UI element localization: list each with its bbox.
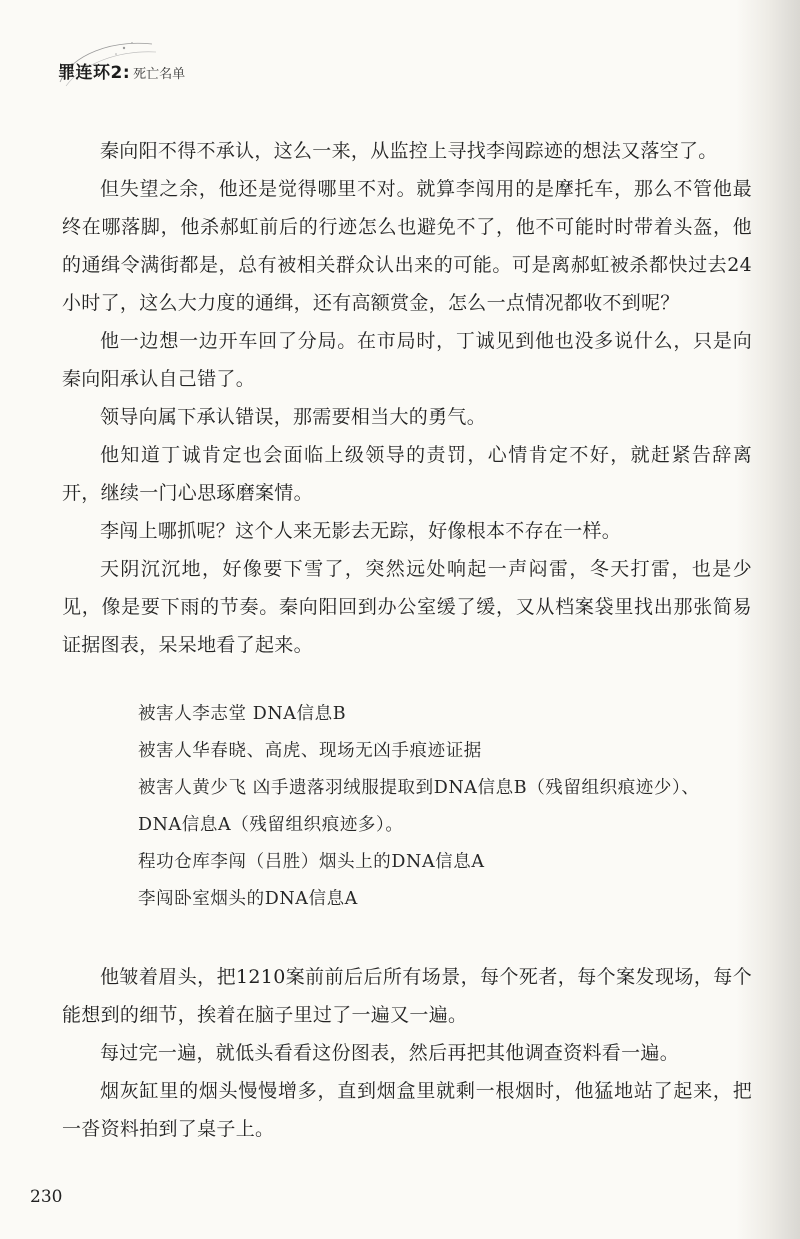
paragraph: 秦向阳不得不承认，这么一来，从监控上寻找李闯踪迹的想法又落空了。: [100, 140, 718, 162]
paragraph: 天阴沉沉地，好像要下雪了，突然远处响起一声闷雷，冬天打雷，也是少见，像是要下雨的节奏。秦向阳回到办公室缓了缓，又从档案袋里找出那张简易证据图表，呆呆地看了起来。: [62, 558, 752, 656]
paragraph: 每过完一遍，就低头看看这份图表，然后再把其他调查资料看一遍。: [100, 1042, 680, 1064]
paragraph: 他皱着眉头，把1210案前前后后所有场景，每个死者，每个案发现场，每个能想到的细节，挨着在脑子里过了一遍又一遍。: [62, 966, 752, 1026]
body-text-top: [62, 132, 752, 664]
evidence-line: DNA信息A（残留组织痕迹多）。: [138, 815, 404, 835]
running-header: [58, 58, 185, 83]
body-text-bottom: [62, 958, 752, 1148]
page-number: 230: [30, 1187, 63, 1207]
series-title: 罪连环2:: [58, 63, 131, 83]
paragraph: 李闯上哪抓呢？这个人来无影去无踪，好像根本不存在一样。: [100, 520, 622, 542]
book-subtitle: 死亡名单: [133, 67, 186, 82]
paragraph: 他一边想一边开车回了分局。在市局时，丁诚见到他也没多说什么，只是向秦向阳承认自己错了。: [62, 330, 752, 390]
evidence-chart: [138, 696, 758, 918]
evidence-line: 李闯卧室烟头的DNA信息A: [138, 889, 358, 909]
evidence-line: 被害人华春晓、高虎、现场无凶手痕迹证据: [138, 741, 482, 761]
paragraph: 但失望之余，他还是觉得哪里不对。就算李闯用的是摩托车，那么不管他最终在哪落脚，他杀郝虹前后的行迹怎么也避免不了，他不可能时时带着头盔，他的通缉令满街都是，总有被相关群众认出来的可能。可是离郝虹被杀都快过去24小时了，这么大力度的通缉，还有高额赏金，怎么一点情况都收不到呢？: [62, 178, 752, 314]
evidence-line: 程功仓库李闯（吕胜）烟头上的DNA信息A: [138, 852, 485, 872]
paragraph: 他知道丁诚肯定也会面临上级领导的责罚，心情肯定不好，就赶紧告辞离开，继续一门心思琢磨案情。: [62, 444, 752, 504]
evidence-line: 被害人李志堂 DNA信息B: [138, 704, 347, 724]
paragraph: 领导向属下承认错误，那需要相当大的勇气。: [100, 406, 487, 428]
paragraph: 烟灰缸里的烟头慢慢增多，直到烟盒里就剩一根烟时，他猛地站了起来，把一沓资料拍到了桌子上。: [62, 1080, 752, 1140]
evidence-line: 被害人黄少飞 凶手遗落羽绒服提取到DNA信息B（残留组织痕迹少）、: [138, 778, 700, 798]
